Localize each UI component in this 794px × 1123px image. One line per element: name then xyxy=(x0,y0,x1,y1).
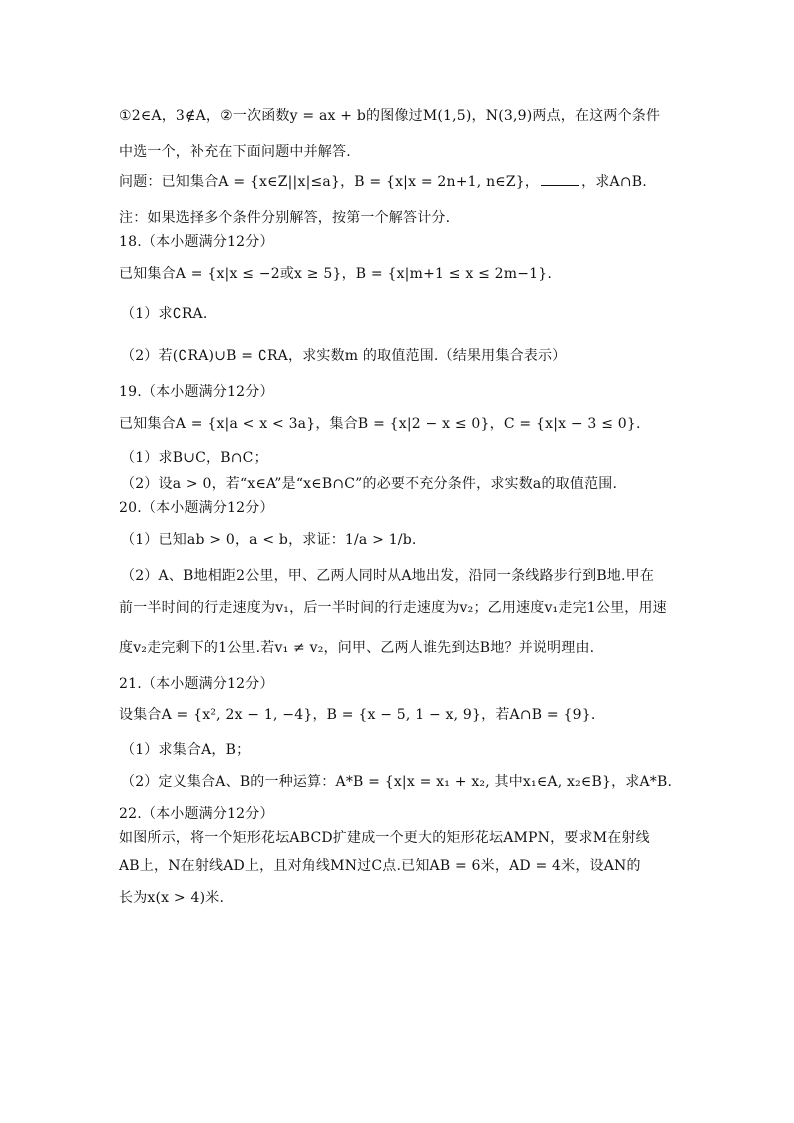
question-17-problem-suffix: ，求A∩B. xyxy=(581,174,647,190)
question-19-stem: 已知集合A = {x|a < x < 3a}，集合B = {x|2 − x ≤ 0}，C = {x|x − 3 ≤ 0}. xyxy=(119,416,641,432)
question-21-part2: （2）定义集合A、B的一种运算：A*B = {x|x = x₁ + x₂, 其中x₁∈A, x₂∈B}，求A*B. xyxy=(121,774,673,790)
question-19-header: 19.（本小题满分12分） xyxy=(119,384,274,400)
question-22-line2: AB上，N在射线AD上，且对角线MN过C点.已知AB = 6米，AD = 4米，设AN的 xyxy=(119,858,641,874)
question-17-problem xyxy=(119,172,679,192)
question-19-part2: （2）设a > 0，若“x∈A”是“x∈B∩C”的必要不充分条件，求实数a的取值范围. xyxy=(121,476,618,492)
question-18-stem: 已知集合A = {x|x ≤ −2或x ≥ 5}，B = {x|m+1 ≤ x ≤ 2m−1}. xyxy=(119,266,553,282)
question-21-part1: （1）求集合A，B； xyxy=(121,742,251,758)
question-18-part1: （1）求∁RA. xyxy=(121,306,208,322)
answer-blank xyxy=(541,173,579,186)
question-17-problem-prefix: 问题：已知集合A = {x∈Z||x|≤a}，B = {x|x = 2n+1, n∈Z}， xyxy=(119,174,540,190)
question-21-header: 21.（本小题满分12分） xyxy=(119,676,274,692)
question-19-part1: （1）求B∪C，B∩C； xyxy=(121,450,268,466)
question-17-note: 注：如果选择多个条件分别解答，按第一个解答计分. xyxy=(119,210,451,226)
question-21-stem: 设集合A = {x², 2x − 1, −4}，B = {x − 5, 1 − x, 9}，若A∩B = {9}. xyxy=(119,707,596,723)
question-20-part2-line2: 前一半时间的行走速度为v₁，后一半时间的行走速度为v₂；乙用速度v₁走完1公里，用速 xyxy=(119,600,667,616)
question-20-part2-line1: （2）A、B地相距2公里，甲、乙两人同时从A地出发，沿同一条线路步行到B地.甲在 xyxy=(121,568,655,584)
question-20-part2-line3: 度v₂走完剩下的1公里.若v₁ ≠ v₂，问甲、乙两人谁先到达B地？并说明理由. xyxy=(119,640,595,656)
question-20-header: 20.（本小题满分12分） xyxy=(119,500,274,516)
condition-line-1: ①2∈A，3∉A，②一次函数y = ax + b的图像过M(1,5)，N(3,9)两点，在这两个条件 xyxy=(119,108,661,124)
condition-line-2: 中选一个，补充在下面问题中并解答. xyxy=(119,144,351,160)
question-18-part2: （2）若(∁RA)∪B = ∁RA，求实数m 的取值范围.（结果用集合表示） xyxy=(121,348,567,364)
question-22-header: 22.（本小题满分12分） xyxy=(119,806,274,822)
question-18-header: 18.（本小题满分12分） xyxy=(119,234,274,250)
question-22-line1: 如图所示，将一个矩形花坛ABCD扩建成一个更大的矩形花坛AMPN，要求M在射线 xyxy=(119,830,650,846)
question-20-part1: （1）已知ab > 0，a < b，求证：1/a > 1/b. xyxy=(121,532,417,548)
question-22-line3: 长为x(x > 4)米. xyxy=(119,890,225,906)
